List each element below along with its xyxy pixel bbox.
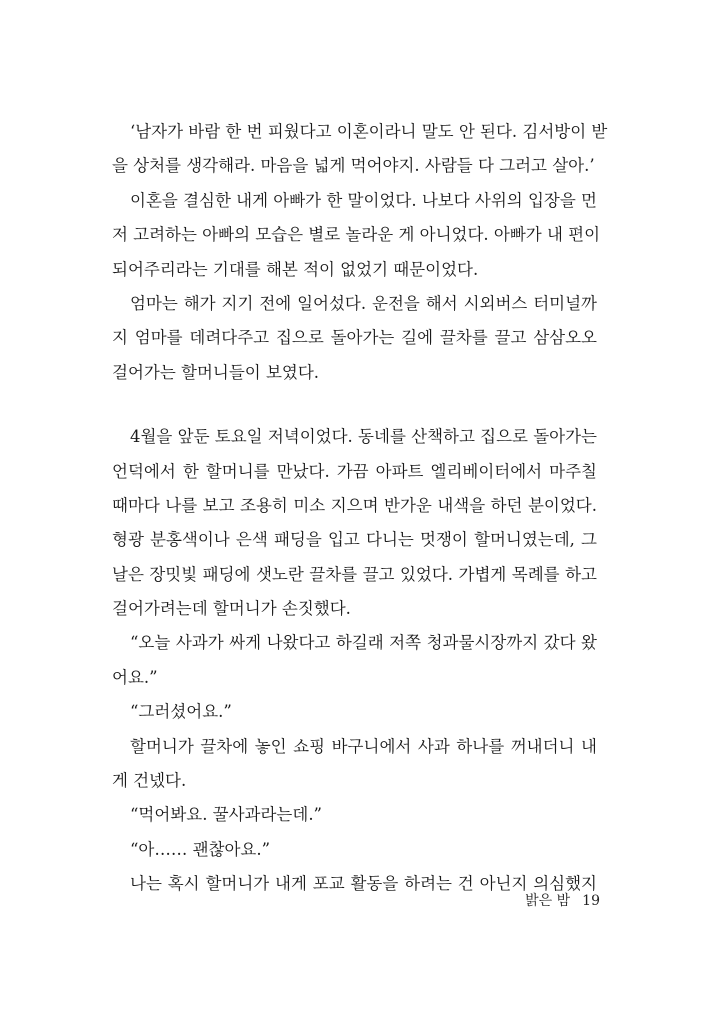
text-line: “먹어봐요. 꿀사과라는데.” [130,805,322,825]
section-1 [112,115,608,390]
running-title: 밝은 밤 [525,893,571,909]
text-line: “아…… 괜찮아요.” [130,839,271,859]
section-2 [112,420,597,901]
text-line: 이혼을 결심한 내게 아빠가 한 말이었다. 나보다 사위의 입장을 먼 [130,190,597,210]
text-line: 걸어가려는데 할머니가 손짓했다. [112,599,351,619]
text-line: 날은 장밋빛 패딩에 샛노란 끌차를 끌고 있었다. 가볍게 목례를 하고 [112,564,597,584]
text-line: 때마다 나를 보고 조용히 미소 지으며 반가운 내색을 하던 분이었다. [112,495,597,515]
text-line: 지 엄마를 데려다주고 집으로 돌아가는 길에 끌차를 끌고 삼삼오오 [112,328,597,348]
text-line: 4월을 앞둔 토요일 저녁이었다. 동네를 산책하고 집으로 돌아가는 [130,427,597,447]
text-line: 형광 분홍색이나 은색 패딩을 입고 다니는 멋쟁이 할머니였는데, 그 [112,530,597,550]
text-line: 되어주리라는 기대를 해본 적이 없었기 때문이었다. [112,259,479,279]
text-line: 엄마는 해가 지기 전에 일어섰다. 운전을 해서 시외버스 터미널까 [130,293,597,313]
page-footer [480,890,600,910]
text-line: 언덕에서 한 할머니를 만났다. 가끔 아파트 엘리베이터에서 마주칠 [112,461,597,481]
text-line: 나는 혹시 할머니가 내게 포교 활동을 하려는 건 아닌지 의심했지 [130,874,597,894]
text-line: 어요.” [112,667,158,687]
text-line: “오늘 사과가 싸게 나왔다고 하길래 저쪽 청과물시장까지 갔다 왔 [130,633,597,653]
text-line: “그러셨어요.” [130,702,232,722]
section-break [112,390,597,420]
text-line: 걸어가는 할머니들이 보였다. [112,362,320,382]
text-line: ‘남자가 바람 한 번 피웠다고 이혼이라니 말도 안 된다. 김서방이 받 [130,122,608,141]
text-line: 할머니가 끌차에 놓인 쇼핑 바구니에서 사과 하나를 꺼내더니 내 [130,736,597,756]
text-line: 저 고려하는 아빠의 모습은 별로 놀라운 게 아니었다. 아빠가 내 편이 [112,225,601,245]
text-line: 게 건넸다. [112,771,187,791]
page-number: 19 [582,893,600,909]
text-line: 을 상처를 생각해라. 마음을 넓게 먹어야지. 사람들 다 그러고 살아.’ [112,156,595,176]
